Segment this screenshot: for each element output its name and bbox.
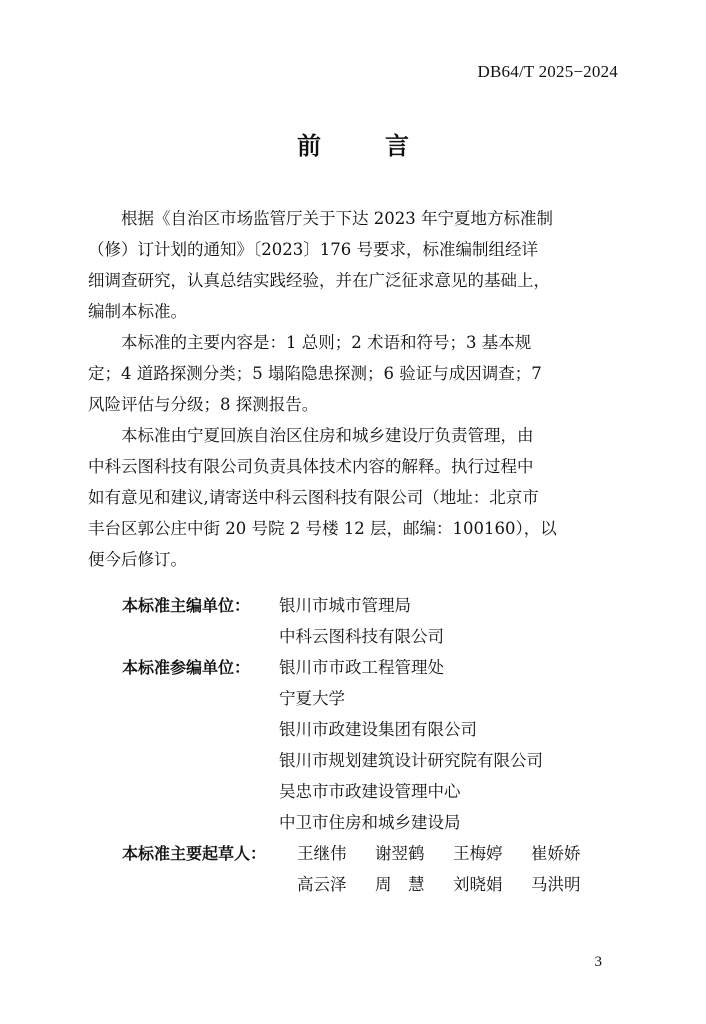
paragraph-line: 丰台区郭公庄中街 20 号院 2 号楼 12 层，邮编：100160），以 (88, 519, 557, 538)
drafters-row (122, 838, 609, 869)
title-char-2: 言 (385, 132, 409, 160)
paragraph-3 (88, 420, 608, 575)
document-code: DB64/T 2025−2024 (477, 62, 618, 81)
chief-unit-item: 银川市城市管理局 (279, 596, 411, 615)
paragraph-line: 中科云图科技有限公司负责具体技术内容的解释。执行过程中 (88, 457, 534, 476)
paragraph-line: 风险评估与分级；8 探测报告。 (88, 395, 319, 414)
chief-units-label: 本标准主编单位： (122, 596, 251, 615)
drafter-name: 周 慧 (375, 875, 425, 894)
paragraph-1 (88, 203, 608, 327)
title-char-1: 前 (297, 132, 321, 160)
drafter-name: 马洪明 (531, 875, 581, 894)
participating-units-row (122, 683, 609, 714)
paragraph-line: 如有意见和建议,请寄送中科云图科技有限公司（地址：北京市 (88, 488, 539, 507)
participating-units-label: 本标准参编单位： (122, 658, 251, 677)
participating-units-row (122, 714, 609, 745)
drafter-name: 谢翌鹤 (375, 844, 425, 863)
drafters-names (297, 869, 609, 900)
paragraph-2 (88, 327, 608, 420)
paragraph-line: 根据《自治区市场监管厅关于下达 2023 年宁夏地方标准制 (121, 209, 553, 228)
chief-units-row (122, 590, 609, 621)
participating-units-row (122, 745, 609, 776)
drafters-row (122, 869, 609, 900)
participating-unit-item: 银川市政建设集团有限公司 (279, 720, 477, 739)
paragraph-line: 本标准由宁夏回族自治区住房和城乡建设厅负责管理，由 (121, 426, 534, 445)
units-section (122, 590, 609, 900)
participating-unit-item: 宁夏大学 (279, 689, 345, 708)
drafter-name: 刘晓娟 (453, 875, 503, 894)
chief-unit-item: 中科云图科技有限公司 (279, 627, 444, 646)
paragraph-line: 编制本标准。 (88, 302, 187, 321)
drafters-names (297, 838, 609, 869)
participating-unit-item: 银川市市政工程管理处 (279, 658, 444, 677)
participating-unit-item: 吴忠市市政建设管理中心 (279, 782, 461, 801)
drafter-name: 崔娇娇 (531, 844, 581, 863)
page-number: 3 (594, 954, 602, 970)
participating-units-row (122, 652, 609, 683)
paragraph-line: 细调查研究，认真总结实践经验，并在广泛征求意见的基础上， (88, 271, 550, 290)
participating-unit-item: 银川市规划建筑设计研究院有限公司 (279, 751, 543, 770)
drafter-name: 高云泽 (297, 875, 347, 894)
participating-units-row (122, 807, 609, 838)
drafter-name: 王继伟 (297, 844, 347, 863)
paragraph-line: 定；4 道路探测分类；5 塌陷隐患探测；6 验证与成因调查；7 (88, 364, 542, 383)
paragraph-line: （修）订计划的通知》〔2023〕176 号要求，标准编制组经详 (88, 240, 538, 259)
page-title (0, 126, 706, 161)
drafter-name: 王梅婷 (453, 844, 503, 863)
chief-units-row (122, 621, 609, 652)
foreword-body (88, 203, 608, 575)
paragraph-line: 便今后修订。 (88, 550, 187, 569)
paragraph-line: 本标准的主要内容是：1 总则；2 术语和符号；3 基本规 (121, 333, 532, 352)
drafters-label: 本标准主要起草人： (122, 844, 267, 863)
participating-unit-item: 中卫市住房和城乡建设局 (279, 813, 461, 832)
participating-units-row (122, 776, 609, 807)
